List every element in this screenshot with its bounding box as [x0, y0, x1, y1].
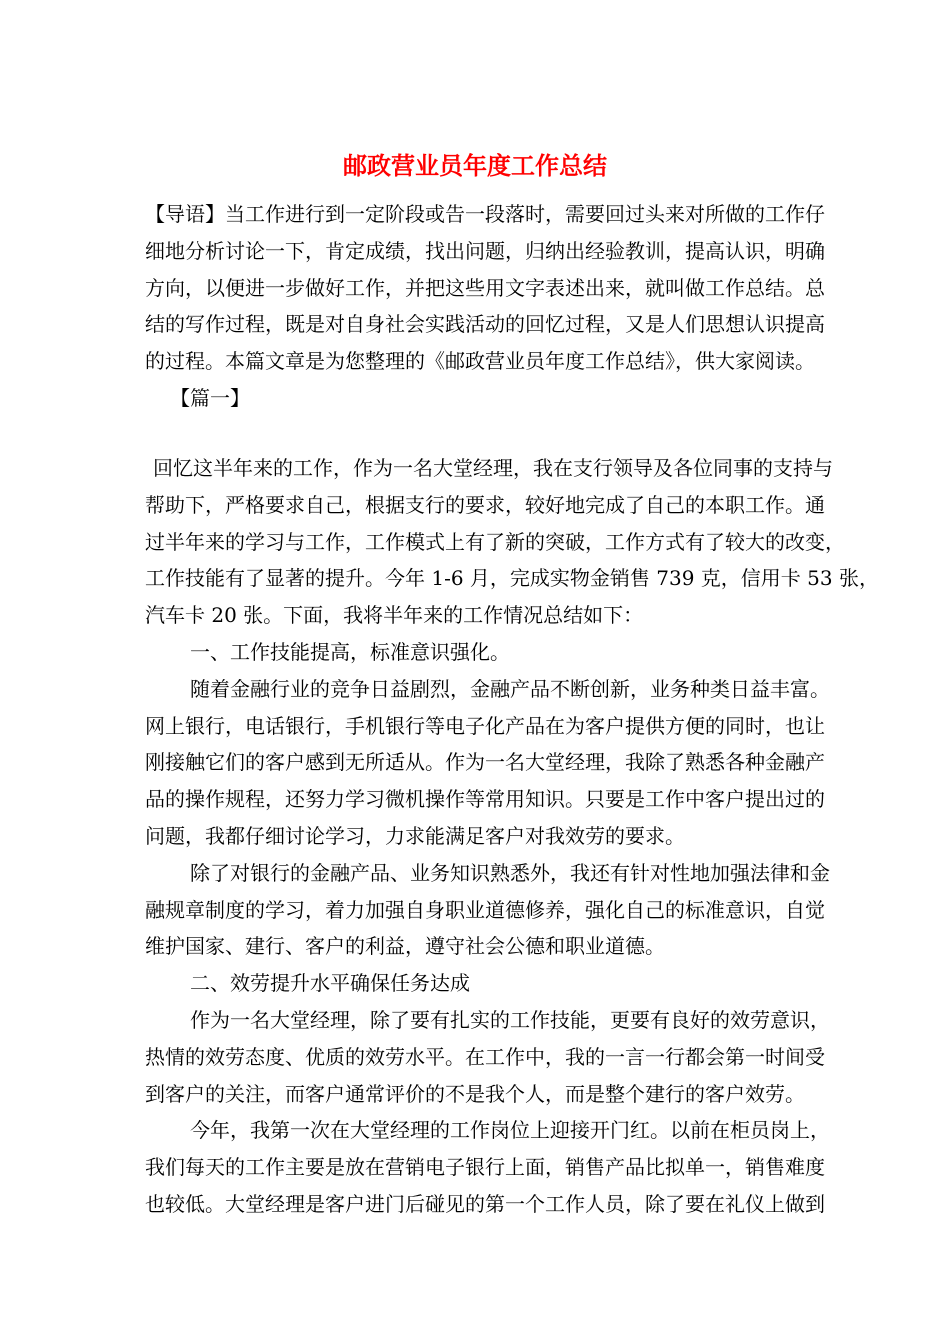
body-line: 刚接触它们的客户感到无所适从。作为一名大堂经理，我除了熟悉各种金融产 — [145, 750, 825, 775]
body-line: 随着金融行业的竞争日益剧烈，金融产品不断创新，业务种类日益丰富。 — [190, 676, 830, 701]
intro-line: 细地分析讨论一下，肯定成绩，找出问题，归纳出经验教训，提高认识，明确 — [145, 238, 825, 263]
body-line: 一、工作技能提高，标准意识强化。 — [190, 639, 510, 664]
intro-paragraph — [145, 196, 825, 380]
body-line: 也较低。大堂经理是客户进门后碰见的第一个工作人员，除了要在礼仪上做到 — [145, 1191, 825, 1216]
section-heading: 【篇一】 — [170, 386, 250, 410]
body-line: 我们每天的工作主要是放在营销电子银行上面，销售产品比拟单一，销售难度 — [145, 1155, 825, 1180]
body-line: 网上银行，电话银行，手机银行等电子化产品在为客户提供方便的同时，也让 — [145, 713, 825, 738]
body-line: 除了对银行的金融产品、业务知识熟悉外，我还有针对性地加强法律和金 — [190, 860, 830, 885]
intro-line: 方向，以便进一步做好工作，并把这些用文字表述出来，就叫做工作总结。总 — [145, 275, 825, 300]
body-line: 品的操作规程，还努力学习微机操作等常用知识。只要是工作中客户提出过的 — [145, 787, 825, 812]
body-line: 工作技能有了显著的提升。今年 1-6 月，完成实物金销售 739 克，信用卡 53 张， — [145, 566, 879, 591]
body-line: 到客户的关注，而客户通常评价的不是我个人，而是整个建行的客户效劳。 — [145, 1081, 805, 1106]
body-line: 热情的效劳态度、优质的效劳水平。在工作中，我的一言一行都会第一时间受 — [145, 1044, 825, 1069]
body-line: 二、效劳提升水平确保任务达成 — [190, 971, 470, 996]
body-line: 回忆这半年来的工作，作为一名大堂经理，我在支行领导及各位同事的支持与 — [153, 456, 833, 480]
body-text — [145, 450, 879, 1223]
body-line: 问题，我都仔细讨论学习，力求能满足客户对我效劳的要求。 — [145, 823, 685, 848]
body-line: 维护国家、建行、客户的利益，遵守社会公德和职业道德。 — [145, 934, 665, 959]
body-line: 帮助下，严格要求自己，根据支行的要求，较好地完成了自己的本职工作。通 — [145, 492, 825, 517]
document-title: 邮政营业员年度工作总结 — [343, 151, 607, 180]
intro-line: 【导语】当工作进行到一定阶段或告一段落时，需要回过头来对所做的工作仔 — [145, 202, 825, 226]
intro-line: 结的写作过程，既是对自身社会实践活动的回忆过程，又是人们思想认识提高 — [145, 312, 825, 337]
body-line: 作为一名大堂经理，除了要有扎实的工作技能，更要有良好的效劳意识， — [190, 1007, 830, 1032]
body-line: 今年，我第一次在大堂经理的工作岗位上迎接开门红。以前在柜员岗上， — [190, 1118, 830, 1143]
body-line: 汽车卡 20 张。下面，我将半年来的工作情况总结如下： — [145, 603, 644, 628]
body-line: 过半年来的学习与工作，工作模式上有了新的突破，工作方式有了较大的改变， — [145, 529, 845, 554]
intro-line: 的过程。本篇文章是为您整理的《邮政营业员年度工作总结》，供大家阅读。 — [145, 349, 815, 374]
body-line: 融规章制度的学习，着力加强自身职业道德修养，强化自己的标准意识，自觉 — [145, 897, 825, 922]
